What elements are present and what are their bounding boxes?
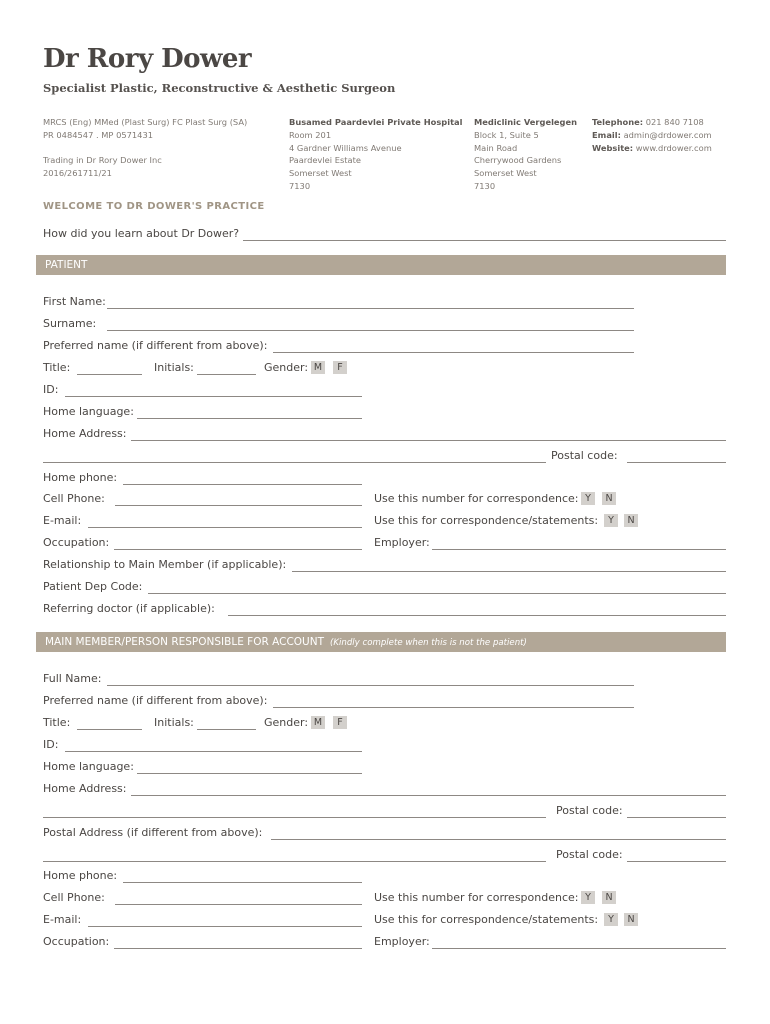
mm-gender-label: Gender: <box>264 716 309 729</box>
employer-label: Employer: <box>374 536 430 549</box>
address-line: Cherrywood Gardens <box>474 155 562 166</box>
first-name-row <box>0 295 770 311</box>
mm-initials-label: Initials: <box>154 716 194 729</box>
mm-use-number-yes-option[interactable]: Y <box>581 891 595 904</box>
address-line: Main Road <box>474 142 518 153</box>
mm-use-email-label: Use this for correspondence/statements: <box>374 913 599 926</box>
referral-source-row <box>0 227 770 243</box>
first-name-field[interactable] <box>107 308 634 309</box>
use-email-no-option[interactable]: N <box>624 514 638 527</box>
mm-home-language-row <box>0 760 770 776</box>
hospital-2-address <box>474 116 577 193</box>
website-label: Website: <box>592 142 634 153</box>
mm-cell-phone-field[interactable] <box>115 904 362 905</box>
mm-use-email-yes-option[interactable]: Y <box>604 913 618 926</box>
dep-code-field[interactable] <box>148 593 726 594</box>
postal-code-label: Postal code: <box>551 449 618 462</box>
mm-title-field[interactable] <box>77 729 142 730</box>
mm-id-field[interactable] <box>65 751 362 752</box>
cell-phone-field[interactable] <box>115 505 362 506</box>
mm-occupation-label: Occupation: <box>43 935 110 948</box>
mm-home-address-label: Home Address: <box>43 782 127 795</box>
mm-full-name-field[interactable] <box>107 685 634 686</box>
mm-postal-code-field[interactable] <box>627 817 726 818</box>
first-name-label: First Name: <box>43 295 106 308</box>
mm-postal-address-label: Postal Address (if different from above): <box>43 826 263 839</box>
relationship-field[interactable] <box>292 571 726 572</box>
mm-gender-f-option[interactable]: F <box>333 716 347 729</box>
surname-field[interactable] <box>107 330 634 331</box>
mm-employer-label: Employer: <box>374 935 430 948</box>
preferred-name-label: Preferred name (if different from above): <box>43 339 268 352</box>
mm-email-label: E-mail: <box>43 913 82 926</box>
dep-code-label: Patient Dep Code: <box>43 580 143 593</box>
contact-block <box>592 116 712 154</box>
referral-source-field[interactable] <box>243 240 726 241</box>
surname-row <box>0 317 770 333</box>
mm-preferred-name-row <box>0 694 770 710</box>
occupation-row <box>0 536 770 552</box>
mm-preferred-name-label: Preferred name (if different from above): <box>43 694 268 707</box>
mm-gender-m-option[interactable]: M <box>311 716 325 729</box>
postal-code-field[interactable] <box>627 462 726 463</box>
hospital-1-name: Busamed Paardevlei Private Hospital <box>289 117 463 127</box>
referring-doctor-row <box>0 602 770 618</box>
occupation-field[interactable] <box>114 549 362 550</box>
id-field[interactable] <box>65 396 362 397</box>
preferred-name-row <box>0 339 770 355</box>
mm-postal-code-label: Postal code: <box>556 804 623 817</box>
mm-home-address-line2-row <box>0 804 770 820</box>
email-address[interactable]: admin@drdower.com <box>623 129 712 140</box>
title-field[interactable] <box>77 374 142 375</box>
spacer <box>43 142 247 155</box>
company-number: 2016/261711/21 <box>43 168 112 179</box>
mm-use-number-label: Use this number for correspondence: <box>374 891 579 904</box>
mm-use-email-no-option[interactable]: N <box>624 913 638 926</box>
id-row <box>0 383 770 399</box>
mm-postal-address-line2-row <box>0 848 770 864</box>
home-phone-label: Home phone: <box>43 471 118 484</box>
employer-field[interactable] <box>432 549 726 550</box>
patient-section-header <box>36 255 726 275</box>
address-line: 7130 <box>289 180 311 191</box>
home-address-line2-row <box>0 449 770 465</box>
relationship-label: Relationship to Main Member (if applicable): <box>43 558 287 571</box>
mm-full-name-row <box>0 672 770 688</box>
use-number-label: Use this number for correspondence: <box>374 492 579 505</box>
home-address-line2-field[interactable] <box>43 462 546 463</box>
address-line: Somerset West <box>474 168 537 179</box>
mm-id-label: ID: <box>43 738 59 751</box>
main-member-section-note: (Kindly complete when this is not the patient) <box>330 638 527 648</box>
address-line: 7130 <box>474 180 496 191</box>
mm-full-name-label: Full Name: <box>43 672 102 685</box>
home-language-field[interactable] <box>137 418 362 419</box>
home-phone-field[interactable] <box>123 484 362 485</box>
qualification-line: MRCS (Eng) MMed (Plast Surg) FC Plast Surg (SA) <box>43 117 248 127</box>
mm-postal-address-field[interactable] <box>271 839 726 840</box>
referring-doctor-field[interactable] <box>228 615 726 616</box>
registration-line: PR 0484547 . MP 0571431 <box>43 129 154 140</box>
mm-home-phone-label: Home phone: <box>43 869 118 882</box>
mm-use-number-no-option[interactable]: N <box>602 891 616 904</box>
title-initials-gender-row <box>0 361 770 377</box>
home-phone-row <box>0 471 770 487</box>
email-label: E-mail: <box>43 514 82 527</box>
telephone-label: Telephone: <box>592 117 644 127</box>
hospital-1-address <box>289 116 462 193</box>
email-label: Email: <box>592 129 621 140</box>
mm-home-address-row <box>0 782 770 798</box>
welcome-heading: WELCOME TO DR DOWER'S PRACTICE <box>43 201 265 212</box>
home-address-row <box>0 427 770 443</box>
address-line: Room 201 <box>289 129 332 140</box>
mm-postal-code-2-label: Postal code: <box>556 848 623 861</box>
mm-preferred-name-field[interactable] <box>273 707 634 708</box>
mm-title-label: Title: <box>43 716 71 729</box>
email-field[interactable] <box>88 527 362 528</box>
mm-home-phone-row <box>0 869 770 885</box>
mm-title-initials-gender-row <box>0 716 770 732</box>
email-row <box>0 514 770 530</box>
patient-section-title: PATIENT <box>45 259 88 271</box>
mm-initials-field[interactable] <box>197 729 256 730</box>
referral-source-label: How did you learn about Dr Dower? <box>43 227 240 240</box>
home-language-row <box>0 405 770 421</box>
mm-employer-field[interactable] <box>432 948 726 949</box>
dep-code-row <box>0 580 770 596</box>
use-number-yes-option[interactable]: Y <box>581 492 595 505</box>
occupation-label: Occupation: <box>43 536 110 549</box>
gender-m-option[interactable]: M <box>311 361 325 374</box>
cell-phone-row <box>0 492 770 508</box>
surname-label: Surname: <box>43 317 97 330</box>
mm-home-language-label: Home language: <box>43 760 134 773</box>
preferred-name-field[interactable] <box>273 352 634 353</box>
mm-email-field[interactable] <box>88 926 362 927</box>
use-email-yes-option[interactable]: Y <box>604 514 618 527</box>
id-label: ID: <box>43 383 59 396</box>
practitioner-name: Dr Rory Dower <box>43 44 252 74</box>
home-address-field[interactable] <box>131 440 726 441</box>
title-label: Title: <box>43 361 71 374</box>
initials-label: Initials: <box>154 361 194 374</box>
website-link[interactable]: www.drdower.com <box>635 142 712 153</box>
mm-home-address-field[interactable] <box>131 795 726 796</box>
referring-doctor-label: Referring doctor (if applicable): <box>43 602 215 615</box>
home-language-label: Home language: <box>43 405 134 418</box>
mm-id-row <box>0 738 770 754</box>
address-line: Somerset West <box>289 168 352 179</box>
mm-occupation-field[interactable] <box>114 948 362 949</box>
address-line: Block 1, Suite 5 <box>474 129 539 140</box>
mm-cell-phone-label: Cell Phone: <box>43 891 105 904</box>
mm-email-row <box>0 913 770 929</box>
hospital-2-name: Mediclinic Vergelegen <box>474 117 578 127</box>
mm-cell-phone-row <box>0 891 770 907</box>
relationship-row <box>0 558 770 574</box>
gender-f-option[interactable]: F <box>333 361 347 374</box>
telephone-number: 021 840 7108 <box>645 117 704 127</box>
mm-occupation-row <box>0 935 770 951</box>
use-email-label: Use this for correspondence/statements: <box>374 514 599 527</box>
mm-home-phone-field[interactable] <box>123 882 362 883</box>
main-member-section-title: MAIN MEMBER/PERSON RESPONSIBLE FOR ACCOUNT <box>45 636 324 648</box>
mm-postal-address-line2-field[interactable] <box>43 861 546 862</box>
home-address-label: Home Address: <box>43 427 127 440</box>
mm-postal-address-row <box>0 826 770 842</box>
address-line: 4 Gardner Williams Avenue <box>289 142 402 153</box>
mm-home-address-line2-field[interactable] <box>43 817 546 818</box>
mm-home-language-field[interactable] <box>137 773 362 774</box>
main-member-section-header <box>36 632 726 652</box>
qualifications-block <box>43 116 247 180</box>
mm-postal-code-2-field[interactable] <box>627 861 726 862</box>
address-line: Paardevlei Estate <box>289 155 361 166</box>
gender-label: Gender: <box>264 361 309 374</box>
initials-field[interactable] <box>197 374 256 375</box>
practitioner-specialty: Specialist Plastic, Reconstructive & Aesthetic Surgeon <box>43 81 396 95</box>
use-number-no-option[interactable]: N <box>602 492 616 505</box>
cell-phone-label: Cell Phone: <box>43 492 105 505</box>
trading-line: Trading in Dr Rory Dower Inc <box>43 155 162 166</box>
